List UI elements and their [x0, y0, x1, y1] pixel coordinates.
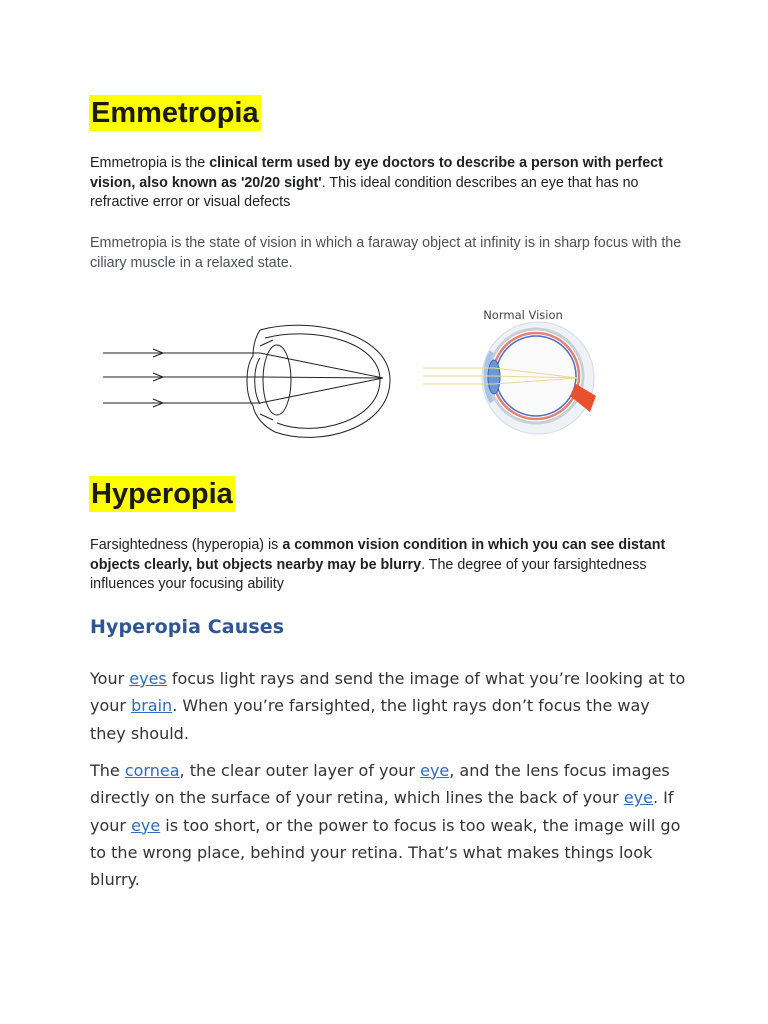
- heading-hyperopia: Hyperopia: [91, 478, 233, 510]
- causes-paragraph-1: Your eyes focus light rays and send the image of what you’re looking at to your brain. When you’re farsighted, the light rays don’t focus the way they should.: [90, 669, 686, 743]
- link-eye[interactable]: eye: [420, 761, 450, 780]
- eye-ray-diagram: [95, 318, 395, 448]
- link-eye[interactable]: eye: [623, 788, 653, 808]
- link-cornea[interactable]: cornea: [124, 761, 180, 780]
- normal-vision-figure: [418, 300, 608, 440]
- emmetropia-definition: Emmetropia is the clinical term used by eye doctors to describe a person with perfect vision, also known as '20/20 sight'. This ideal condition describes an eye that has no refractive error or visual defects: [90, 155, 663, 210]
- figure-label: Normal Vision: [483, 308, 563, 322]
- heading-emmetropia: Emmetropia: [91, 97, 259, 129]
- link-eyes[interactable]: eyes: [129, 669, 167, 688]
- hyperopia-definition: Farsightedness (hyperopia) is a common vision condition in which you can see distant objects clearly, but objects nearby may be blurry. The degree of your farsightedness influences your focusing ability: [90, 537, 666, 592]
- emmetropia-description: Emmetropia is the state of vision in which a faraway object at infinity is in sharp focus with the ciliary muscle in a relaxed state.: [90, 235, 682, 271]
- link-brain[interactable]: brain: [131, 696, 173, 716]
- link-eye[interactable]: eye: [131, 815, 161, 835]
- heading-hyperopia-causes: Hyperopia Causes: [90, 616, 285, 638]
- causes-paragraph-2: The cornea, the clear outer layer of your eye, and the lens focus images directly on the surface of your retina, which lines the back of your eye. If your eye is too short, or the power to focus is too weak, the image will go to the wrong place, behind your retina. That’s what makes things look blurry.: [90, 761, 681, 890]
